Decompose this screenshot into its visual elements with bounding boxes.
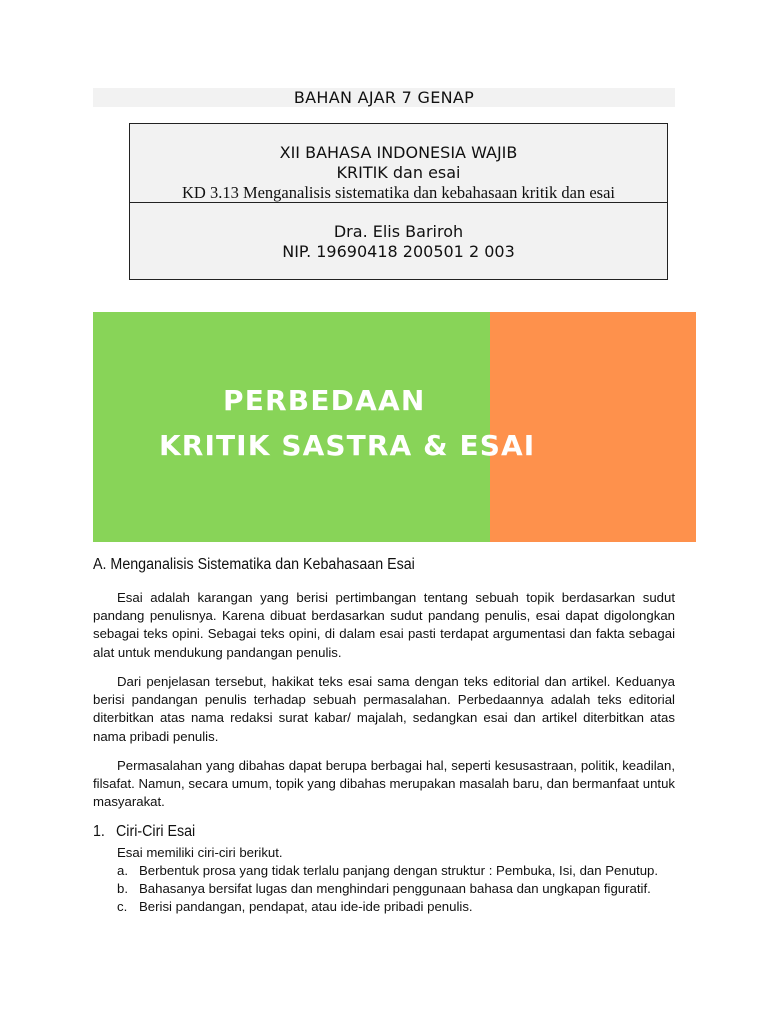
title-banner bbox=[93, 312, 696, 542]
banner-green-panel bbox=[93, 312, 490, 542]
characteristics-list bbox=[117, 862, 658, 916]
list-marker: c. bbox=[117, 899, 128, 914]
list-item bbox=[117, 880, 658, 898]
subsection-title: Ciri-Ciri Esai bbox=[116, 823, 196, 840]
subsection-number: 1. bbox=[93, 823, 105, 840]
banner-title-line1: PERBEDAAN bbox=[223, 384, 426, 417]
list-item-text: Bahasanya bersifat lugas dan menghindari penggunaan bahasa dan ungkapan figuratif. bbox=[139, 881, 651, 896]
list-item bbox=[117, 898, 658, 916]
paragraph-3: Permasalahan yang dibahas dapat berupa berbagai hal, seperti kesusastraan, politik, keadilan, filsafat. Namun, secara umum, topik yang dibahas merupakan masalah baru, dan bermanfaat untuk masyarakat. bbox=[93, 758, 675, 810]
banner-orange-panel bbox=[490, 312, 696, 542]
list-item-text: Berbentuk prosa yang tidak terlalu panjang dengan struktur : Pembuka, Isi, dan Penutup. bbox=[139, 863, 659, 878]
paragraph-1: Esai adalah karangan yang berisi pertimbangan tentang sebuah topik berdasarkan sudut pandang penulisnya. Karena dibuat berdasarkan sudut pandang penulis, esai dapat digolongkan sebagai teks opini. Sebagai teks opini, di dalam esai pasti terdapat argumentasi dan fakta sebagai alat untuk mendukung pandangan penulis. bbox=[93, 590, 675, 660]
list-item-text: Berisi pandangan, pendapat, atau ide-ide pribadi penulis. bbox=[139, 899, 473, 914]
list-item bbox=[117, 862, 658, 880]
topic: KRITIK dan esai bbox=[336, 163, 461, 182]
class-subject: XII BAHASA INDONESIA WAJIB bbox=[279, 143, 518, 162]
section-heading: A. Menganalisis Sistematika dan Kebahasaan Esai bbox=[93, 556, 415, 573]
subsection-heading bbox=[93, 823, 195, 841]
info-box-subject bbox=[130, 124, 667, 203]
list-marker: a. bbox=[117, 863, 128, 878]
document-title: BAHAN AJAR 7 GENAP bbox=[93, 88, 675, 107]
info-box bbox=[129, 123, 668, 280]
author-nip: NIP. 19690418 200501 2 003 bbox=[282, 242, 515, 261]
subsection-intro: Esai memiliki ciri-ciri berikut. bbox=[117, 845, 283, 860]
info-box-author bbox=[130, 203, 667, 280]
banner-title-line2: KRITIK SASTRA & ESAI bbox=[159, 429, 536, 462]
author-name: Dra. Elis Bariroh bbox=[333, 222, 464, 241]
list-marker: b. bbox=[117, 881, 128, 896]
basic-competency: KD 3.13 Menganalisis sistematika dan kebahasaan kritik dan esai bbox=[181, 183, 615, 202]
paragraph-2: Dari penjelasan tersebut, hakikat teks esai sama dengan teks editorial dan artikel. Keduanya berisi pandangan penulis terhadap sebuah permasalahan. Perbedaannya adalah teks editorial diterbitkan atas nama redaksi surat kabar/ majalah, sedangkan esai dan artikel diterbitkan atas nama pribadi penulis. bbox=[93, 674, 675, 744]
